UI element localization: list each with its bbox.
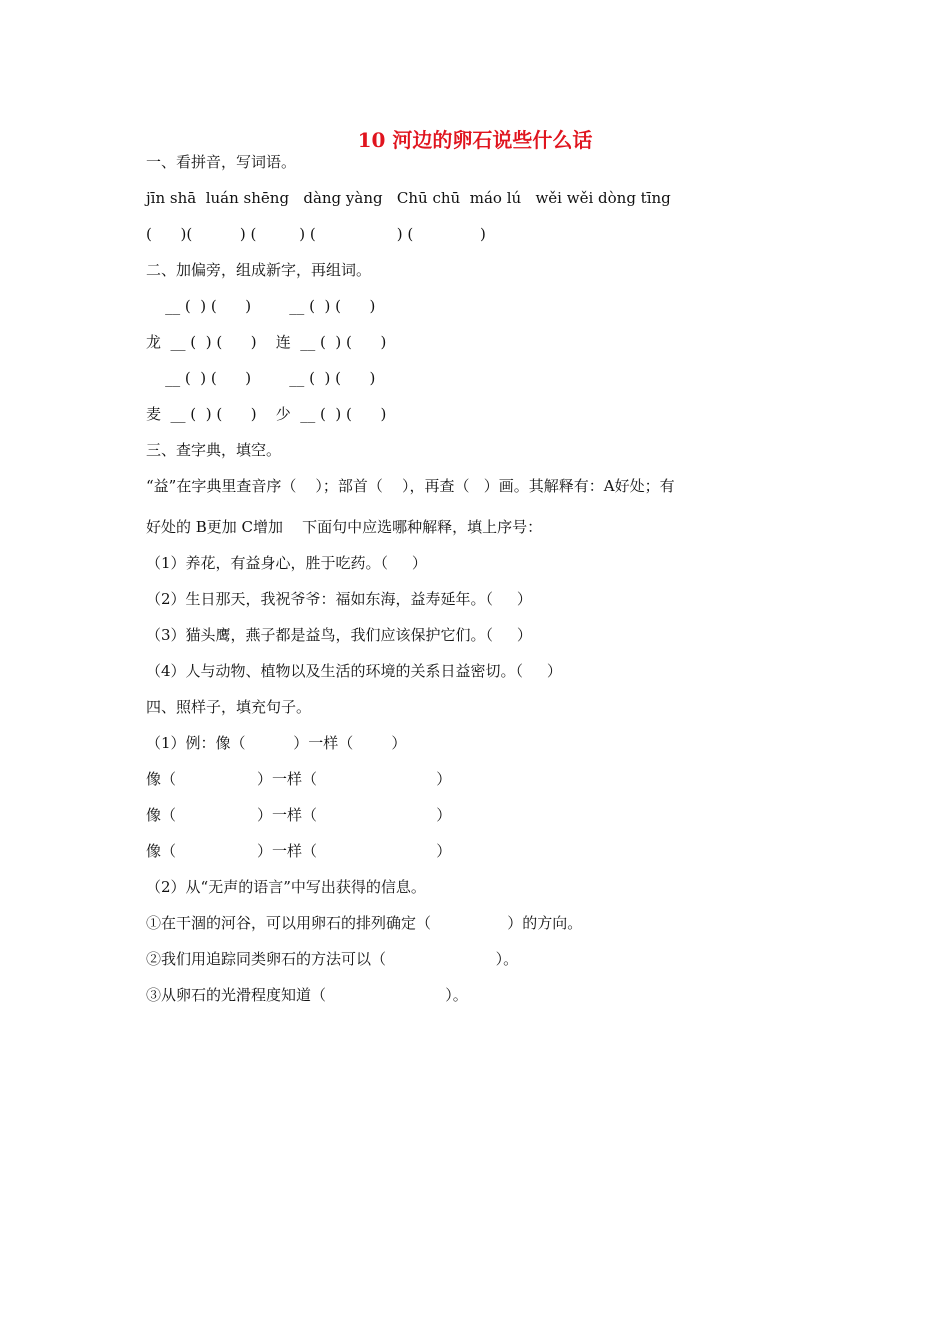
dictionary-question-cont: 好处的 B更加 C增加 下面句中应选哪种解释，填上序号： (146, 518, 543, 536)
radical-row-2: 龙 __ ( ) ( ) 连 __ ( ) ( ) (146, 333, 387, 351)
section-4-heading: 四、照样子，填充句子。 (146, 698, 312, 716)
section-3-heading: 三、查字典，填空。 (146, 441, 282, 459)
info-item-2: ②我们用追踪同类卵石的方法可以（ ）。 (146, 950, 519, 968)
question-item-3: （3）猫头鹰，燕子都是益鸟，我们应该保护它们。（ ） (146, 626, 532, 644)
info-item-3: ③从卵石的光滑程度知道（ ）。 (146, 986, 468, 1004)
question-item-2: （2）生日那天，我祝爷爷：福如东海，益寿延年。（ ） (146, 590, 532, 608)
section-2-heading: 二、加偏旁，组成新字，再组词。 (146, 261, 372, 279)
radical-row-3: __ ( ) ( ) __ ( ) ( ) (146, 369, 376, 387)
question-item-1: （1）养花，有益身心，胜于吃药。（ ） (146, 554, 427, 572)
page-title: 10 河边的卵石说些什么话 (357, 128, 593, 152)
radical-row-1: __ ( ) ( ) __ ( ) ( ) (146, 297, 376, 315)
fill-sentence-2: 像（ ）一样（ ） (146, 806, 452, 824)
info-item-1: ①在干涸的河谷，可以用卵石的排列确定（ ）的方向。 (146, 914, 583, 932)
example-sentence: （1）例：像（ ）一样（ ） (146, 734, 407, 752)
radical-row-4: 麦 __ ( ) ( ) 少 __ ( ) ( ) (146, 405, 387, 423)
fill-sentence-1: 像（ ）一样（ ） (146, 770, 452, 788)
question-item-4: （4）人与动物、植物以及生活的环境的关系日益密切。（ ） (146, 662, 562, 680)
fill-sentence-3: 像（ ）一样（ ） (146, 842, 452, 860)
dictionary-question: “益”在字典里查音序（ ）；部首（ ），再查（ ）画。其解释有：A好处；有 (146, 477, 675, 495)
section-1-heading: 一、看拼音，写词语。 (146, 153, 297, 171)
answer-blanks-row: ( )( ) ( ) ( ) ( ) (146, 225, 486, 243)
info-question-heading: （2）从“无声的语言”中写出获得的信息。 (146, 878, 426, 896)
pinyin-row: jīn shā luán shēng dàng yàng Chū chū máo lú wěi wěi dòng tīng (146, 189, 671, 207)
